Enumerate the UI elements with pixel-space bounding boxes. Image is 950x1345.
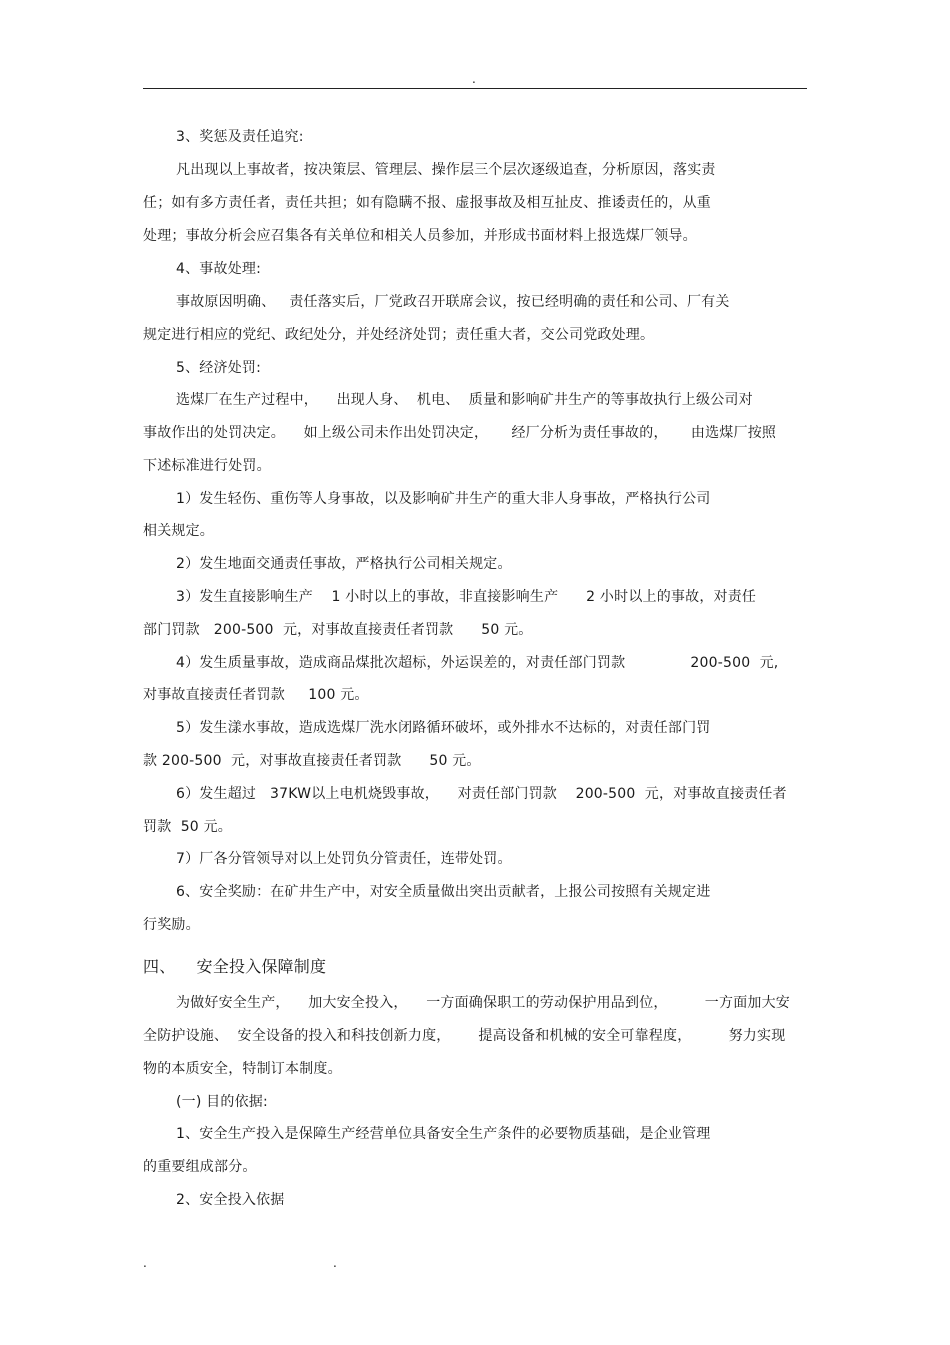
paragraph-line: 2、安全投入依据 [176, 1192, 285, 1208]
paragraph-line: 规定进行相应的党纪、政纪处分，并处经济处罚；责任重大者，交公司党政处理。 [143, 327, 655, 343]
list-item: 1）发生轻伤、重伤等人身事故，以及影响矿井生产的重大非人身事故，严格执行公司 [176, 491, 711, 507]
paragraph-line: 1、安全生产投入是保障生产经营单位具备安全生产条件的必要物质基础，是企业管理 [176, 1126, 711, 1142]
paragraph-line: 处理；事故分析会应召集各有关单位和相关人员参加，并形成书面材料上报选煤厂领导。 [143, 228, 697, 244]
section-heading-safety-rewards: 6、安全奖励：在矿井生产中，对安全质量做出突出贡献者，上报公司按照有关规定进 [176, 884, 711, 900]
subsection-heading-purpose: (一) 目的依据: [176, 1094, 268, 1110]
list-item: 5）发生漾水事故，造成选煤厂洗水闭路循环破坏，或外排水不达标的，对责任部门罚 [176, 720, 711, 736]
paragraph-line: 全防护设施、 安全设备的投入和科技创新力度， 提高设备和机械的安全可靠程度， 努力实现 [143, 1028, 786, 1044]
list-item-continuation: 款 200-500 元，对事故直接责任者罚款 50 元。 [143, 753, 481, 769]
list-item: 2）发生地面交通责任事故，严格执行公司相关规定。 [176, 556, 512, 572]
header-mark: . [472, 72, 476, 86]
paragraph-line: 任；如有多方责任者，责任共担；如有隐瞒不报、虚报事故及相互扯皮、推诿责任的，从重 [143, 195, 711, 211]
paragraph-line: 下述标准进行处罚。 [143, 458, 271, 474]
paragraph-line: 行奖励。 [143, 917, 200, 933]
footer-mark-left: . [143, 1256, 147, 1270]
section-heading-rewards: 3、奖惩及责任追究: [176, 129, 304, 145]
paragraph-line: 事故作出的处罚决定。 如上级公司未作出处罚决定， 经厂分析为责任事故的， 由选煤厂按照 [143, 425, 777, 441]
list-item-continuation: 部门罚款 200-500 元，对事故直接责任者罚款 50 元。 [143, 622, 533, 638]
list-item-continuation: 相关规定。 [143, 523, 214, 539]
paragraph-line: 为做好安全生产， 加大安全投入， 一方面确保职工的劳动保护用品到位， 一方面加大安 [176, 995, 791, 1011]
paragraph-line: 选煤厂在生产过程中， 出现人身、 机电、 质量和影响矿井生产的等事故执行上级公司对 [176, 392, 753, 408]
footer-mark-right: . [333, 1256, 337, 1270]
paragraph-line: 凡出现以上事故者，按决策层、管理层、操作层三个层次逐级追查，分析原因，落实责 [176, 162, 716, 178]
paragraph-line: 物的本质安全，特制订本制度。 [143, 1061, 342, 1077]
section-heading-accident-handling: 4、事故处理: [176, 261, 262, 277]
list-item: 4）发生质量事故，造成商品煤批次超标，外运误差的，对责任部门罚款 200-500 元, [176, 655, 779, 671]
list-item: 6）发生超过 37KW以上电机烧毁事故， 对责任部门罚款 200-500 元，对事故直接责任者 [176, 786, 787, 802]
paragraph-line: 的重要组成部分。 [143, 1159, 257, 1175]
section-heading-penalties: 5、经济处罚: [176, 360, 262, 376]
list-item: 7）厂各分管领导对以上处罚负分管责任，连带处罚。 [176, 851, 512, 867]
header-rule [143, 88, 807, 89]
list-item: 3）发生直接影响生产 1 小时以上的事故，非直接影响生产 2 小时以上的事故，对责任 [176, 589, 757, 605]
paragraph-line: 事故原因明确、 责任落实后，厂党政召开联席会议，按已经明确的责任和公司、厂有关 [176, 294, 730, 310]
list-item-continuation: 对事故直接责任者罚款 100 元。 [143, 687, 369, 703]
list-item-continuation: 罚款 50 元。 [143, 819, 232, 835]
chapter-heading-safety-investment: 四、 安全投入保障制度 [143, 957, 327, 976]
